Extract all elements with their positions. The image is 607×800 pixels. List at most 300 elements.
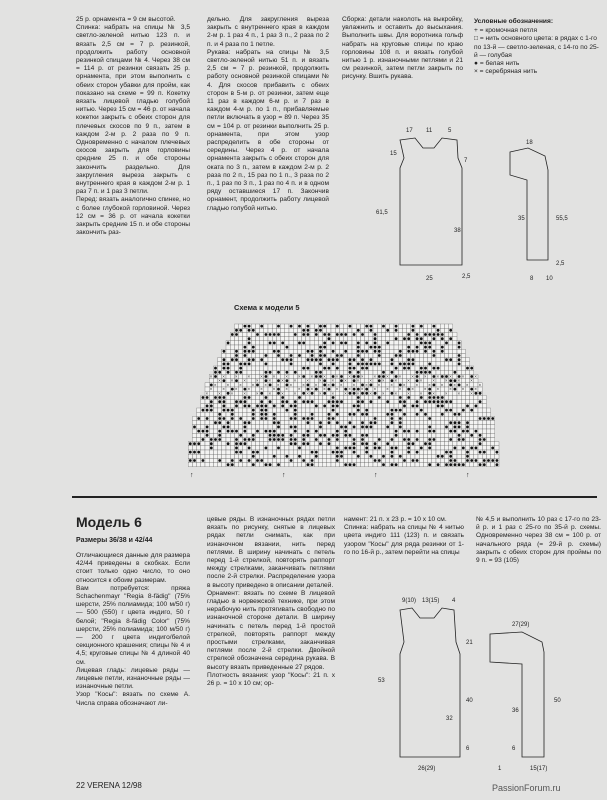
white-stitch-symbol xyxy=(302,438,305,441)
white-stitch-symbol xyxy=(290,358,293,361)
white-stitch-symbol xyxy=(479,442,482,445)
white-stitch-symbol xyxy=(466,426,469,429)
chart-cell xyxy=(255,433,259,437)
white-stitch-symbol xyxy=(491,447,494,450)
white-stitch-symbol xyxy=(496,459,499,462)
white-stitch-symbol xyxy=(428,346,431,349)
white-stitch-symbol xyxy=(265,430,268,433)
chart-cell xyxy=(482,421,486,425)
white-stitch-symbol xyxy=(365,434,368,437)
white-stitch-symbol xyxy=(269,400,272,403)
chart-cell xyxy=(465,387,469,391)
white-stitch-symbol xyxy=(319,363,322,366)
white-stitch-symbol xyxy=(235,379,238,382)
chart-cell xyxy=(360,404,364,408)
chart-cell xyxy=(276,412,280,416)
chart-cell xyxy=(310,421,314,425)
chart-cell xyxy=(302,362,306,366)
chart-cell xyxy=(432,458,436,462)
silver-stitch-symbol: × xyxy=(445,390,448,396)
silver-stitch-symbol: × xyxy=(365,382,368,388)
white-stitch-symbol xyxy=(323,405,326,408)
silver-stitch-symbol: × xyxy=(436,374,440,379)
chart-cell xyxy=(394,358,398,362)
white-stitch-symbol xyxy=(294,438,297,441)
silver-stitch-symbol: × xyxy=(306,378,309,384)
white-stitch-symbol xyxy=(403,438,406,441)
chart-cell xyxy=(444,454,448,458)
chart-cell xyxy=(213,416,217,420)
chart-cell xyxy=(461,425,465,429)
white-stitch-symbol xyxy=(433,400,436,403)
chart-cell xyxy=(310,395,314,399)
chart-cell xyxy=(394,370,398,374)
silver-stitch-symbol: × xyxy=(352,382,356,388)
chart-cell xyxy=(260,341,264,345)
white-stitch-symbol xyxy=(407,442,410,445)
white-stitch-symbol xyxy=(294,426,297,429)
chart-cell xyxy=(377,358,381,362)
white-stitch-symbol xyxy=(445,342,448,345)
chart-cell xyxy=(293,366,297,370)
white-stitch-symbol xyxy=(479,451,482,454)
white-stitch-symbol xyxy=(391,413,394,416)
chart-cell xyxy=(356,366,360,370)
white-stitch-symbol xyxy=(202,459,205,462)
white-stitch-symbol xyxy=(344,350,347,353)
chart-cell xyxy=(373,395,377,399)
chart-cell xyxy=(226,458,230,462)
chart-cell xyxy=(264,387,268,391)
chart-cell xyxy=(453,391,457,395)
white-stitch-symbol xyxy=(332,451,335,454)
white-stitch-symbol xyxy=(336,400,339,403)
chart-cell xyxy=(276,400,280,404)
silver-stitch-symbol: × xyxy=(356,378,360,384)
chart-cell xyxy=(356,358,360,362)
white-stitch-symbol xyxy=(441,337,444,340)
chart-cell xyxy=(440,353,444,357)
chart-cell xyxy=(369,341,373,345)
white-stitch-symbol xyxy=(361,442,364,445)
chart-cell xyxy=(205,421,209,425)
chart-cell xyxy=(465,374,469,378)
chart-cell xyxy=(339,324,343,328)
chart-cell xyxy=(449,353,453,357)
chart-cell xyxy=(209,379,213,383)
chart-cell xyxy=(432,345,436,349)
white-stitch-symbol xyxy=(248,350,251,353)
chart-cell xyxy=(310,429,314,433)
chart-cell xyxy=(213,454,217,458)
chart-cell xyxy=(407,458,411,462)
white-stitch-symbol xyxy=(416,405,419,408)
white-stitch-symbol xyxy=(197,417,200,420)
chart-cell xyxy=(436,425,440,429)
chart-cell xyxy=(209,463,213,467)
chart-cell xyxy=(419,458,423,462)
chart-cell xyxy=(297,416,301,420)
white-stitch-symbol xyxy=(349,367,352,370)
chart-cell xyxy=(461,366,465,370)
white-stitch-symbol xyxy=(407,346,410,349)
chart-cell xyxy=(402,421,406,425)
chart-cell xyxy=(302,345,306,349)
dimension-label: 36 xyxy=(512,708,519,714)
white-stitch-symbol xyxy=(315,371,318,374)
white-stitch-symbol xyxy=(223,350,226,353)
white-stitch-symbol xyxy=(218,400,221,403)
chart-cell xyxy=(390,328,394,332)
chart-cell xyxy=(331,366,335,370)
white-stitch-symbol xyxy=(235,447,238,450)
white-stitch-symbol xyxy=(332,405,335,408)
chart-cell xyxy=(436,353,440,357)
chart-cell xyxy=(306,404,310,408)
chart-cell xyxy=(432,358,436,362)
chart-cell xyxy=(272,324,276,328)
chart-cell xyxy=(453,416,457,420)
white-stitch-symbol xyxy=(319,329,322,332)
chart-cell xyxy=(323,463,327,467)
chart-cell xyxy=(264,437,268,441)
chart-cell xyxy=(285,416,289,420)
chart-cell xyxy=(285,395,289,399)
white-stitch-symbol xyxy=(210,409,213,412)
chart-cell xyxy=(197,433,201,437)
chart-cell xyxy=(323,437,327,441)
chart-cell xyxy=(264,400,268,404)
chart-cell xyxy=(461,400,465,404)
white-stitch-symbol xyxy=(248,363,251,366)
chart-cell xyxy=(386,463,390,467)
chart-cell xyxy=(201,463,205,467)
white-stitch-symbol xyxy=(449,459,452,462)
chart-cell xyxy=(297,433,301,437)
chart-cell xyxy=(449,416,453,420)
chart-cell xyxy=(297,379,301,383)
chart-cell xyxy=(272,353,276,357)
white-stitch-symbol xyxy=(319,421,322,424)
chart-cell xyxy=(293,395,297,399)
chart-cell xyxy=(285,328,289,332)
model6-text-column-2 xyxy=(207,516,335,688)
white-stitch-symbol xyxy=(412,405,415,408)
chart-cell xyxy=(419,416,423,420)
chart-cell xyxy=(323,400,327,404)
chart-cell xyxy=(377,442,381,446)
chart-cell xyxy=(369,337,373,341)
chart-cell xyxy=(289,366,293,370)
chart-cell xyxy=(390,429,394,433)
chart-cell xyxy=(276,404,280,408)
white-stitch-symbol xyxy=(357,400,360,403)
chart-cell xyxy=(260,362,264,366)
silver-stitch-symbol: × xyxy=(327,382,330,388)
dimension-label: 18 xyxy=(526,140,533,146)
chart-cell xyxy=(369,446,373,450)
chart-cell xyxy=(369,404,373,408)
chart-cell xyxy=(239,349,243,353)
chart-cell xyxy=(444,412,448,416)
chart-cell xyxy=(297,332,301,336)
chart-cell xyxy=(230,400,234,404)
white-stitch-symbol xyxy=(399,350,402,353)
dimension-label: 27(29) xyxy=(512,622,530,628)
chart-cell xyxy=(268,345,272,349)
white-stitch-symbol xyxy=(294,442,297,445)
chart-cell xyxy=(436,412,440,416)
chart-cell xyxy=(491,421,495,425)
chart-cell xyxy=(423,454,427,458)
white-stitch-symbol xyxy=(361,413,364,416)
chart-cell xyxy=(453,433,457,437)
white-stitch-symbol xyxy=(458,434,461,437)
chart-cell xyxy=(444,349,448,353)
white-stitch-symbol xyxy=(336,455,339,458)
chart-cell xyxy=(297,450,301,454)
white-stitch-symbol xyxy=(449,430,452,433)
white-stitch-symbol xyxy=(382,463,385,466)
chart-cell xyxy=(436,341,440,345)
white-stitch-symbol xyxy=(307,421,310,424)
symbols-legend xyxy=(474,18,599,76)
chart-cell xyxy=(289,349,293,353)
chart-cell xyxy=(251,425,255,429)
chart-cell xyxy=(289,421,293,425)
chart-cell xyxy=(264,349,268,353)
silver-stitch-symbol: × xyxy=(474,374,477,379)
white-stitch-symbol xyxy=(407,363,410,366)
white-stitch-symbol xyxy=(277,392,280,395)
white-stitch-symbol xyxy=(496,451,499,454)
chart-cell xyxy=(348,425,352,429)
chart-cell xyxy=(331,454,335,458)
white-stitch-symbol xyxy=(336,438,339,441)
chart-cell xyxy=(327,391,331,395)
white-stitch-symbol xyxy=(227,363,230,366)
schema-title: Схема к модели 5 xyxy=(234,303,300,312)
silver-stitch-symbol: × xyxy=(373,374,377,379)
chart-cell xyxy=(310,433,314,437)
silver-stitch-symbol: × xyxy=(440,382,444,388)
chart-cell xyxy=(365,345,369,349)
chart-cell xyxy=(251,446,255,450)
white-stitch-symbol xyxy=(235,451,238,454)
white-stitch-symbol xyxy=(281,342,284,345)
chart-cell xyxy=(205,437,209,441)
chart-cell xyxy=(491,454,495,458)
white-stitch-symbol xyxy=(370,426,373,429)
chart-cell xyxy=(239,412,243,416)
white-stitch-symbol xyxy=(395,337,398,340)
chart-cell xyxy=(360,463,364,467)
chart-cell xyxy=(327,425,331,429)
silver-stitch-symbol: × xyxy=(424,386,427,392)
white-stitch-symbol xyxy=(239,367,242,370)
white-stitch-symbol xyxy=(370,384,373,387)
chart-cell xyxy=(369,416,373,420)
white-stitch-symbol xyxy=(227,371,230,374)
chart-cell xyxy=(222,421,226,425)
chart-cell xyxy=(348,429,352,433)
chart-cell xyxy=(323,442,327,446)
chart-cell xyxy=(474,412,478,416)
chart-cell xyxy=(394,416,398,420)
silver-stitch-symbol: × xyxy=(449,374,452,379)
white-stitch-symbol xyxy=(286,455,289,458)
chart-cell xyxy=(222,429,226,433)
chart-cell xyxy=(419,450,423,454)
chart-cell xyxy=(314,324,318,328)
white-stitch-symbol xyxy=(428,400,431,403)
page-footer: 22 VERENA 12/98 xyxy=(76,781,142,790)
chart-cell xyxy=(432,370,436,374)
white-stitch-symbol xyxy=(197,451,200,454)
white-stitch-symbol xyxy=(328,421,331,424)
white-stitch-symbol xyxy=(407,447,410,450)
chart-cell xyxy=(289,454,293,458)
white-stitch-symbol xyxy=(403,363,406,366)
silver-stitch-symbol: × xyxy=(268,390,272,396)
chart-cell xyxy=(272,400,276,404)
chart-cell xyxy=(247,391,251,395)
chart-cell xyxy=(314,463,318,467)
chart-cell xyxy=(331,370,335,374)
chart-cell xyxy=(314,458,318,462)
chart-cell xyxy=(440,408,444,412)
chart-cell xyxy=(348,408,352,412)
white-stitch-symbol xyxy=(340,342,343,345)
chart-cell xyxy=(457,416,461,420)
white-stitch-symbol xyxy=(265,405,268,408)
chart-cell xyxy=(470,450,474,454)
white-stitch-symbol xyxy=(239,363,242,366)
white-stitch-symbol xyxy=(323,325,326,328)
chart-cell xyxy=(306,437,310,441)
dimension-label: 2,5 xyxy=(556,261,565,267)
chart-cell xyxy=(239,395,243,399)
chart-cell xyxy=(213,458,217,462)
chart-cell xyxy=(432,341,436,345)
chart-cell xyxy=(373,379,377,383)
chart-cell xyxy=(218,383,222,387)
chart-cell xyxy=(218,442,222,446)
chart-cell xyxy=(339,366,343,370)
chart-cell xyxy=(407,383,411,387)
chart-cell xyxy=(352,349,356,353)
chart-cell xyxy=(297,391,301,395)
white-stitch-symbol xyxy=(365,426,368,429)
chart-cell xyxy=(230,370,234,374)
chart-cell xyxy=(255,463,259,467)
chart-cell xyxy=(373,437,377,441)
white-stitch-symbol xyxy=(361,421,364,424)
silver-stitch-symbol: × xyxy=(356,390,360,396)
chart-cell xyxy=(344,353,348,357)
white-stitch-symbol xyxy=(307,442,310,445)
white-stitch-symbol xyxy=(227,342,230,345)
chart-cell xyxy=(314,416,318,420)
white-stitch-symbol xyxy=(265,354,268,357)
white-stitch-symbol xyxy=(193,426,196,429)
white-stitch-symbol xyxy=(202,438,205,441)
chart-cell xyxy=(302,395,306,399)
chart-cell xyxy=(251,400,255,404)
white-stitch-symbol xyxy=(407,451,410,454)
white-stitch-symbol xyxy=(340,375,343,378)
chart-cell xyxy=(461,421,465,425)
chart-cell xyxy=(339,358,343,362)
chart-cell xyxy=(394,395,398,399)
chart-cell xyxy=(360,429,364,433)
white-stitch-symbol xyxy=(420,367,423,370)
white-stitch-symbol xyxy=(336,430,339,433)
chart-cell xyxy=(285,425,289,429)
chart-cell xyxy=(285,324,289,328)
silver-stitch-symbol: × xyxy=(369,390,372,396)
chart-cell xyxy=(255,341,259,345)
chart-cell xyxy=(272,379,276,383)
chart-cell xyxy=(226,387,230,391)
chart-cell xyxy=(411,391,415,395)
chart-cell xyxy=(339,463,343,467)
chart-cell xyxy=(474,454,478,458)
white-stitch-symbol xyxy=(357,329,360,332)
chart-cell xyxy=(356,446,360,450)
chart-cell xyxy=(310,379,314,383)
white-stitch-symbol xyxy=(260,358,263,361)
white-stitch-symbol xyxy=(244,426,247,429)
silver-stitch-symbol: × xyxy=(445,378,448,384)
chart-cell xyxy=(239,332,243,336)
chart-cell xyxy=(260,349,264,353)
chart-cell xyxy=(239,324,243,328)
chart-cell xyxy=(436,416,440,420)
white-stitch-symbol xyxy=(374,447,377,450)
chart-cell xyxy=(369,433,373,437)
chart-cell xyxy=(440,446,444,450)
chart-cell xyxy=(348,349,352,353)
chart-cell xyxy=(293,337,297,341)
chart-cell xyxy=(449,433,453,437)
white-stitch-symbol xyxy=(454,421,457,424)
white-stitch-symbol xyxy=(449,379,452,382)
chart-cell xyxy=(360,408,364,412)
chart-cell xyxy=(327,433,331,437)
chart-cell xyxy=(365,370,369,374)
legend-item: + = кромочная петля xyxy=(474,27,538,35)
white-stitch-symbol xyxy=(244,354,247,357)
chart-cell xyxy=(373,450,377,454)
chart-cell xyxy=(381,429,385,433)
white-stitch-symbol xyxy=(311,459,314,462)
chart-cell xyxy=(428,458,432,462)
chart-cell xyxy=(423,416,427,420)
chart-cell xyxy=(402,370,406,374)
chart-cell xyxy=(327,429,331,433)
chart-cell xyxy=(444,429,448,433)
white-stitch-symbol xyxy=(227,430,230,433)
chart-cell xyxy=(381,400,385,404)
chart-cell xyxy=(213,404,217,408)
white-stitch-symbol xyxy=(357,346,360,349)
silver-stitch-symbol: × xyxy=(403,382,406,388)
chart-cell xyxy=(436,345,440,349)
chart-cell xyxy=(327,353,331,357)
chart-cell xyxy=(335,408,339,412)
chart-cell xyxy=(234,416,238,420)
